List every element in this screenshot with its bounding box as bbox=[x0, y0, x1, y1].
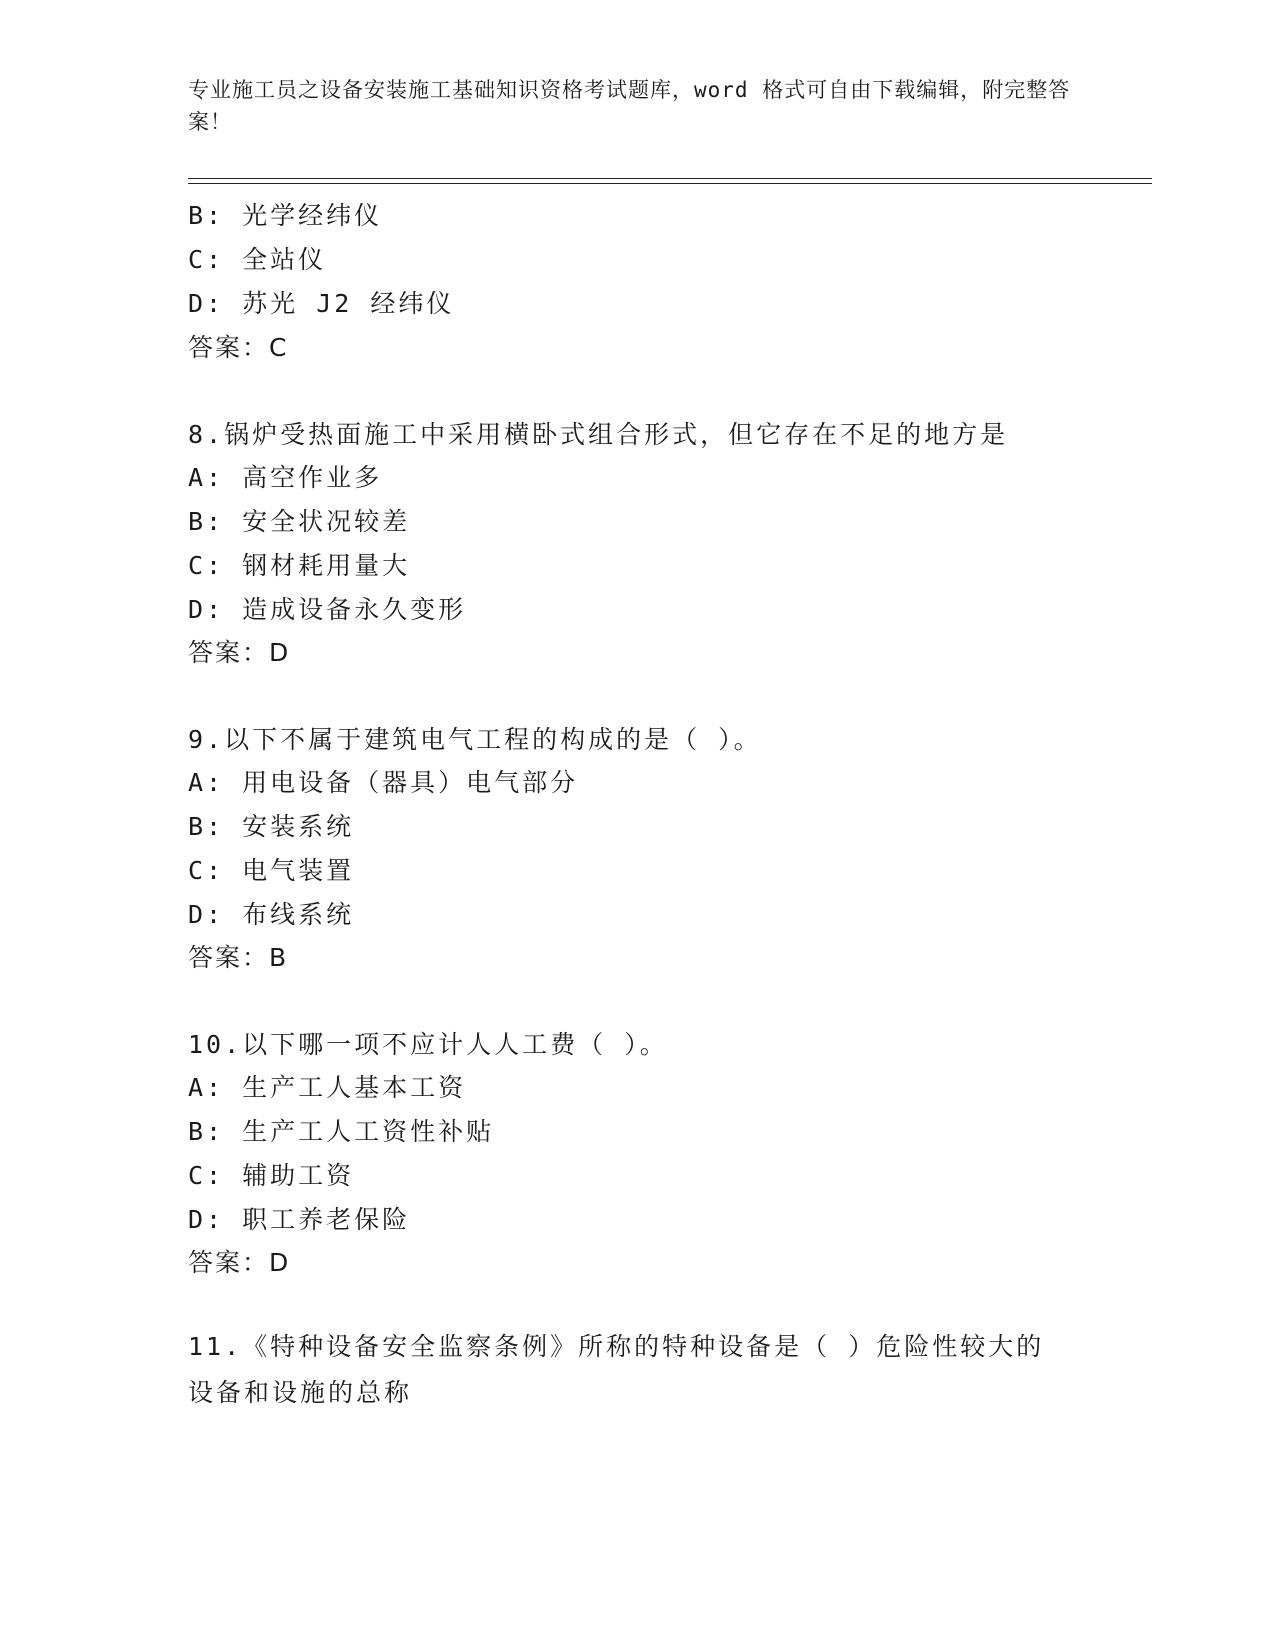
question-8: 8.锅炉受热面施工中采用横卧式组合形式，但它存在不足的地方是 bbox=[188, 420, 1009, 449]
option-c-q8: C: 钢材耗用量大 bbox=[188, 551, 411, 580]
option-d-q10: D: 职工养老保险 bbox=[188, 1205, 411, 1234]
answer-q8: 答案：D bbox=[188, 638, 291, 667]
option-c-q9: C: 电气装置 bbox=[188, 856, 355, 885]
option-a-q9: A: 用电设备（器具）电气部分 bbox=[188, 768, 579, 797]
answer-q7: 答案：C bbox=[188, 333, 289, 362]
question-9: 9.以下不属于建筑电气工程的构成的是（ ）。 bbox=[188, 725, 762, 754]
option-b-q7: B: 光学经纬仪 bbox=[188, 201, 383, 230]
option-a-q8: A: 高空作业多 bbox=[188, 463, 383, 492]
option-b-q10: B: 生产工人工资性补贴 bbox=[188, 1117, 495, 1146]
question-10: 10.以下哪一项不应计人人工费（ ）。 bbox=[188, 1030, 668, 1059]
page-header: 专业施工员之设备安装施工基础知识资格考试题库，word 格式可自由下载编辑，附完整答案！ bbox=[188, 78, 1071, 134]
header-rule-top bbox=[188, 178, 1152, 179]
option-d-q9: D: 布线系统 bbox=[188, 900, 355, 929]
option-d-q8: D: 造成设备永久变形 bbox=[188, 595, 467, 624]
option-c-q7: C: 全站仪 bbox=[188, 245, 327, 274]
option-d-q7: D: 苏光 J2 经纬仪 bbox=[188, 289, 455, 318]
question-11: 11.《特种设备安全监察条例》所称的特种设备是（ ）危险性较大的设备和设施的总称 bbox=[188, 1332, 1045, 1407]
option-a-q10: A: 生产工人基本工资 bbox=[188, 1073, 467, 1102]
answer-q10: 答案：D bbox=[188, 1248, 291, 1277]
header-rule-bottom bbox=[188, 183, 1152, 184]
option-b-q9: B: 安装系统 bbox=[188, 812, 355, 841]
option-b-q8: B: 安全状况较差 bbox=[188, 507, 411, 536]
answer-q9: 答案：B bbox=[188, 943, 289, 972]
option-c-q10: C: 辅助工资 bbox=[188, 1161, 355, 1190]
